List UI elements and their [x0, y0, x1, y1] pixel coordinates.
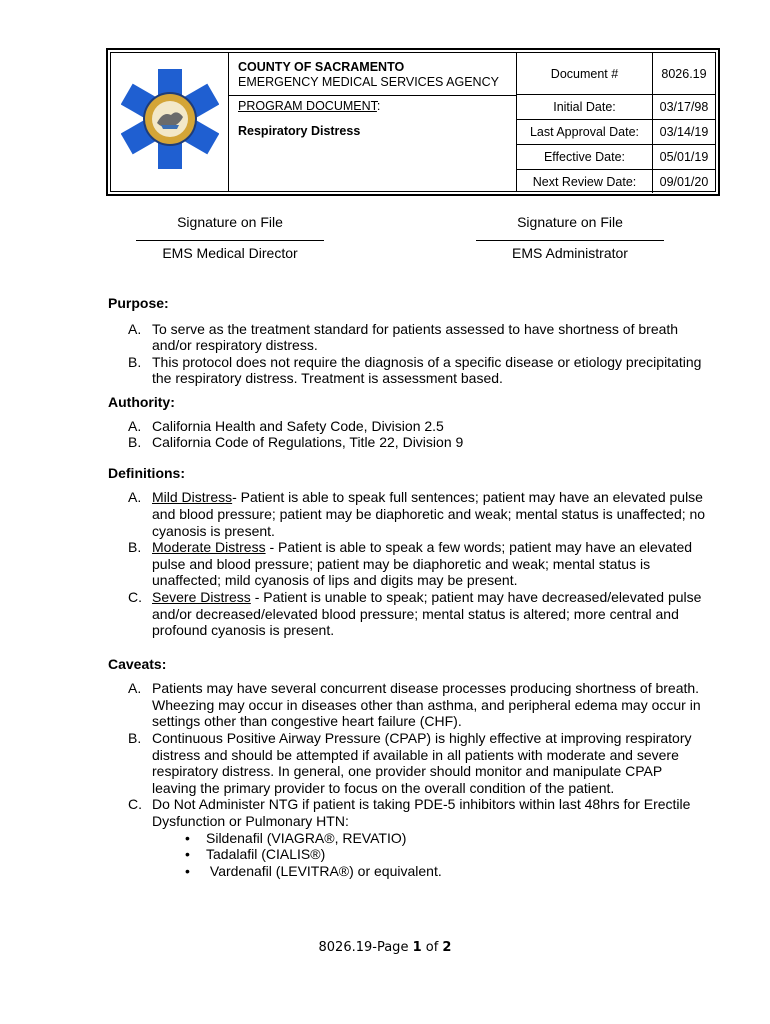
list-text: California Code of Regulations, Title 22, Division 9 — [152, 434, 464, 451]
list-marker: B. — [128, 730, 142, 747]
document-subject: Respiratory Distress — [238, 124, 361, 138]
meta-value: 03/14/19 — [659, 125, 709, 139]
meta-label: Effective Date: — [517, 145, 653, 169]
document-body — [108, 295, 708, 879]
signature-line — [136, 240, 324, 241]
pde5-inhibitor-list — [108, 830, 708, 880]
bullet-item — [108, 830, 708, 847]
signature-line — [476, 240, 664, 241]
meta-value: 05/01/19 — [659, 150, 709, 164]
signature-on-file: Signature on File — [177, 214, 283, 230]
list-item — [108, 730, 708, 796]
signature-on-file: Signature on File — [517, 214, 623, 230]
authority-heading: Authority: — [108, 393, 175, 410]
definitions-heading: Definitions: — [108, 464, 185, 481]
meta-row-last-approval-date — [517, 120, 715, 145]
list-item — [108, 418, 708, 435]
bullet-text: Sildenafil (VIAGRA®, REVATIO) — [206, 829, 407, 846]
list-item — [108, 796, 708, 829]
footer-of: of — [421, 940, 443, 955]
list-marker: A. — [128, 489, 142, 506]
list-text: This protocol does not require the diagnosis of a specific disease or etiology precipitating the respiratory distress. Treatment is assessment based. — [152, 353, 702, 387]
caveats-list — [108, 680, 708, 829]
footer-doc-number: 8026.19-Page — [318, 940, 413, 955]
meta-label: Document # — [517, 53, 653, 94]
meta-row-document-number — [517, 53, 715, 95]
meta-row-next-review-date — [517, 170, 715, 193]
document-meta-table — [517, 53, 715, 191]
list-text: California Health and Safety Code, Division 2.5 — [152, 417, 444, 434]
list-marker: A. — [128, 320, 142, 337]
ems-star-of-life-logo — [121, 65, 219, 173]
list-text: Do Not Administer NTG if patient is taking PDE-5 inhibitors within last 48hrs for Erectile Dysfunction or Pulmonary HTN: — [152, 796, 691, 830]
meta-label: Next Review Date: — [517, 170, 653, 193]
list-marker: B. — [128, 434, 142, 451]
definition-text: - Patient is unable to speak; patient may have decreased/elevated pulse and/or decreased/elevated blood pressure; mental status is altered; more central and profound cyanosis is present. — [152, 588, 702, 639]
list-item — [108, 354, 708, 387]
bullet-item — [108, 863, 708, 880]
definition-term: Moderate Distress — [152, 539, 266, 556]
list-item — [108, 321, 708, 354]
caveats-heading: Caveats: — [108, 655, 167, 672]
list-item — [108, 680, 708, 730]
list-text: Continuous Positive Airway Pressure (CPAP) is highly effective at improving respiratory distress and should be attempted if available in all patients with moderate and severe respiratory distress. In general, one provider should monitor and manipulate CPAP leaving the primary provider to focus on the overall condition of the patient. — [152, 730, 692, 796]
list-marker: C. — [128, 588, 142, 605]
definition-term: Mild Distress — [152, 489, 233, 506]
list-marker: B. — [128, 539, 142, 556]
list-marker: A. — [128, 417, 142, 434]
footer-page-total: 2 — [442, 940, 452, 955]
signer-title: EMS Medical Director — [162, 245, 298, 261]
meta-row-initial-date — [517, 95, 715, 120]
meta-value: 8026.19 — [661, 66, 707, 81]
purpose-heading: Purpose: — [108, 295, 169, 311]
document-header — [106, 48, 720, 196]
title-divider — [229, 95, 516, 96]
program-document-label — [238, 99, 380, 113]
logo-cell — [111, 53, 229, 191]
list-item — [108, 539, 708, 589]
agency-name: EMERGENCY MEDICAL SERVICES AGENCY — [238, 75, 499, 89]
list-marker: C. — [128, 796, 142, 813]
bullet-icon: • — [185, 846, 190, 863]
meta-value: 03/17/98 — [659, 100, 709, 114]
footer-page-number: 1 — [412, 940, 422, 955]
county-name: COUNTY OF SACRAMENTO — [238, 60, 405, 74]
list-marker: A. — [128, 680, 142, 697]
program-document-colon: : — [376, 99, 381, 113]
signer-title: EMS Administrator — [512, 245, 628, 261]
purpose-list — [108, 321, 708, 387]
meta-label: Initial Date: — [517, 95, 653, 119]
definition-text: - Patient is able to speak a few words; patient may have an elevated pulse and blood pressure; patient may be diaphoretic and weak; mental status is unaffected; mild cyanosis of lips and digits may be present. — [152, 539, 693, 589]
meta-label: Last Approval Date: — [517, 120, 653, 144]
meta-row-effective-date — [517, 145, 715, 170]
definitions-list — [108, 489, 708, 638]
page-footer — [0, 940, 770, 955]
list-text: Patients may have several concurrent disease processes producing shortness of breath. Wheezing may occur in diseases other than asthma, and peripheral edema may occur in settings other than congestive heart failure (CHF). — [152, 680, 701, 730]
definition-text: - Patient is able to speak full sentences; patient may have an elevated pulse and blood pressure; patient may be diaphoretic and weak; mental status is unaffected; no cyanosis is present. — [152, 489, 706, 539]
title-cell — [229, 53, 517, 191]
bullet-icon: • — [185, 829, 190, 846]
list-text: To serve as the treatment standard for patients assessed to have shortness of breath and/or respiratory distress. — [152, 320, 679, 354]
bullet-icon: • — [185, 862, 190, 879]
list-item — [108, 489, 708, 539]
bullet-item — [108, 846, 708, 863]
list-marker: B. — [128, 353, 142, 370]
program-document-text: PROGRAM DOCUMENT — [238, 99, 377, 113]
list-item — [108, 434, 708, 451]
bullet-text: Vardenafil (LEVITRA®) or equivalent. — [206, 862, 442, 879]
authority-list — [108, 418, 708, 451]
meta-value: 09/01/20 — [659, 174, 709, 189]
list-item — [108, 589, 708, 639]
signature-block-medical-director — [130, 214, 330, 261]
signature-block-administrator — [470, 214, 670, 261]
bullet-text: Tadalafil (CIALIS®) — [206, 846, 326, 863]
definition-term: Severe Distress — [152, 588, 251, 605]
